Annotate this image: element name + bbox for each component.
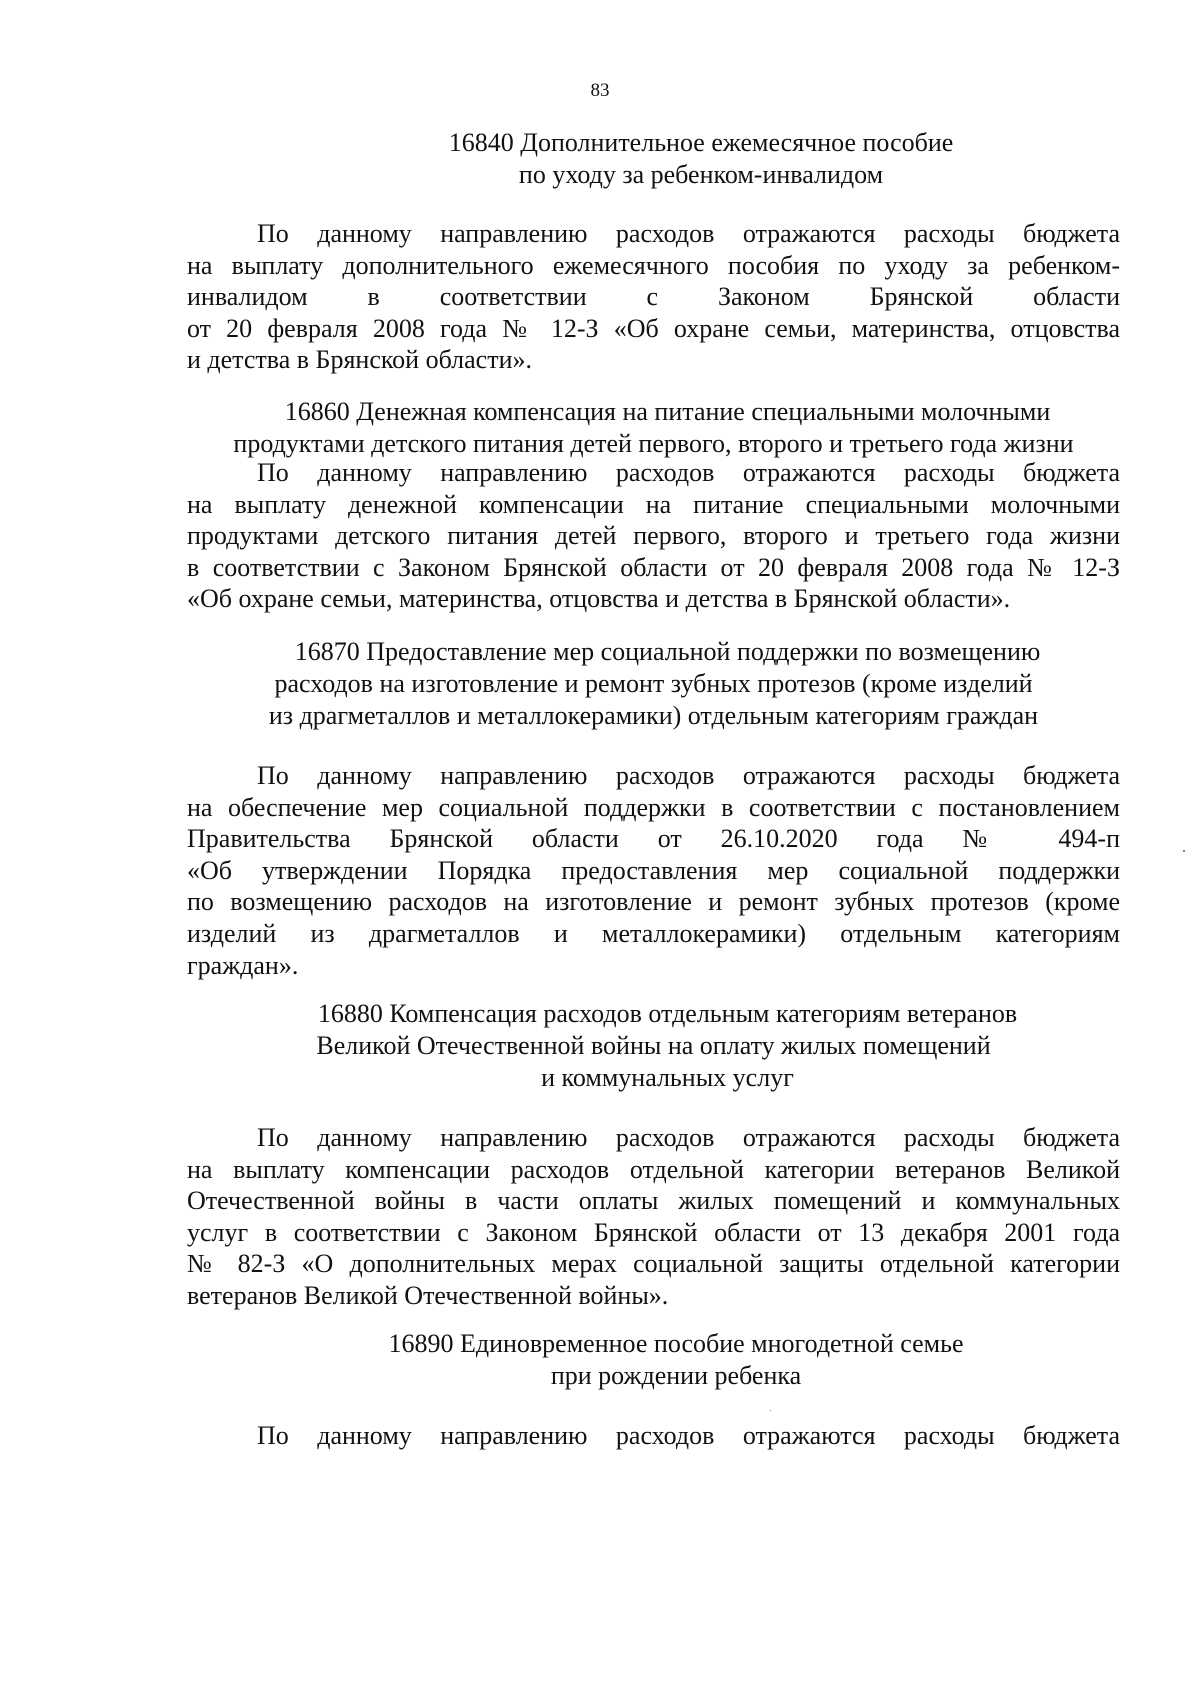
section-heading-line: по уходу за ребенком-инвалидом (518, 160, 884, 189)
paragraph-line: на выплату дополнительного ежемесячного пособия по уходу за ребенком- (187, 250, 1120, 280)
section-16840-heading (187, 127, 1120, 191)
paragraph-line: По данному направлению расходов отражаются расходы бюджета (257, 458, 1120, 487)
section-heading-line: 16840 Дополнительное ежемесячное пособие (448, 128, 954, 157)
section-16880-heading (187, 998, 1120, 1094)
section-heading-line: 16890 Единовременное пособие многодетной семье (388, 1329, 964, 1358)
section-heading-line: и коммунальных услуг (541, 1063, 794, 1092)
paragraph-line: По данному направлению расходов отражаются расходы бюджета (257, 1123, 1120, 1152)
paragraph-line: услуг в соответствии с Законом Брянской области от 13 декабря 2001 года (187, 1217, 1120, 1247)
paragraph-line: Отечественной войны в части оплаты жилых помещений и коммунальных (187, 1186, 1120, 1216)
page-number: 83 (590, 80, 610, 101)
section-16890-paragraph (187, 1420, 1120, 1452)
paragraph-line: По данному направлению расходов отражаются расходы бюджета (257, 1421, 1120, 1450)
paragraph-line: ветеранов Великой Отечественной войны». (187, 1280, 669, 1310)
scan-speck (770, 1410, 771, 1411)
paragraph-line: Правительства Брянской области от 26.10.2020 года № 494-п (187, 824, 1120, 854)
section-heading-line: 16880 Компенсация расходов отдельным категориям ветеранов (317, 999, 1018, 1028)
section-16860-heading (187, 396, 1120, 460)
section-heading-line: из драгметаллов и металлокерамики) отдельным категориям граждан (268, 701, 1039, 730)
section-16880-paragraph (187, 1122, 1120, 1312)
paragraph-line: «Об охране семьи, материнства, отцовства и детства в Брянской области». (187, 584, 1011, 614)
section-heading-line: продуктами детского питания детей первого, второго и третьего года жизни (233, 429, 1074, 458)
section-heading-line: 16860 Денежная компенсация на питание специальными молочными (284, 397, 1051, 426)
section-heading-line: Великой Отечественной войны на оплату жилых помещений (316, 1031, 991, 1060)
paragraph-line: на выплату денежной компенсации на питание специальными молочными (187, 489, 1120, 519)
section-16860-paragraph (187, 457, 1120, 615)
paragraph-line: от 20 февраля 2008 года № 12-З «Об охране семьи, материнства, отцовства (187, 313, 1120, 343)
paragraph-line: в соответствии с Законом Брянской области от 20 февраля 2008 года № 12-З (187, 552, 1120, 582)
paragraph-line: изделий из драгметаллов и металлокерамики) отдельным категориям (187, 918, 1120, 948)
paragraph-line: инвалидом в соответствии с Законом Брянской области (187, 282, 1120, 312)
section-16870-heading (187, 636, 1120, 732)
paragraph-line: По данному направлению расходов отражаются расходы бюджета (257, 219, 1120, 248)
paragraph-line: на обеспечение мер социальной поддержки в соответствии с постановлением (187, 792, 1120, 822)
paragraph-line: на выплату компенсации расходов отдельной категории ветеранов Великой (187, 1154, 1120, 1184)
paragraph-line: и детства в Брянской области». (187, 345, 532, 375)
paragraph-line: по возмещению расходов на изготовление и ремонт зубных протезов (кроме (187, 887, 1120, 917)
section-heading-line: 16870 Предоставление мер социальной поддержки по возмещению (294, 637, 1041, 666)
section-heading-line: расходов на изготовление и ремонт зубных протезов (кроме изделий (274, 669, 1033, 698)
paragraph-line: продуктами детского питания детей первого, второго и третьего года жизни (187, 521, 1120, 551)
section-16870-paragraph (187, 760, 1120, 981)
section-16840-paragraph (187, 218, 1120, 376)
section-heading-line: при рождении ребенка (550, 1361, 802, 1390)
paragraph-line: По данному направлению расходов отражаются расходы бюджета (257, 761, 1120, 790)
section-16890-heading (187, 1328, 1120, 1392)
paragraph-line: № 82-З «О дополнительных мерах социальной защиты отдельной категории (187, 1249, 1120, 1279)
paragraph-line: граждан». (187, 950, 299, 980)
scan-speck (1183, 850, 1185, 852)
paragraph-line: «Об утверждении Порядка предоставления мер социальной поддержки (187, 855, 1120, 885)
